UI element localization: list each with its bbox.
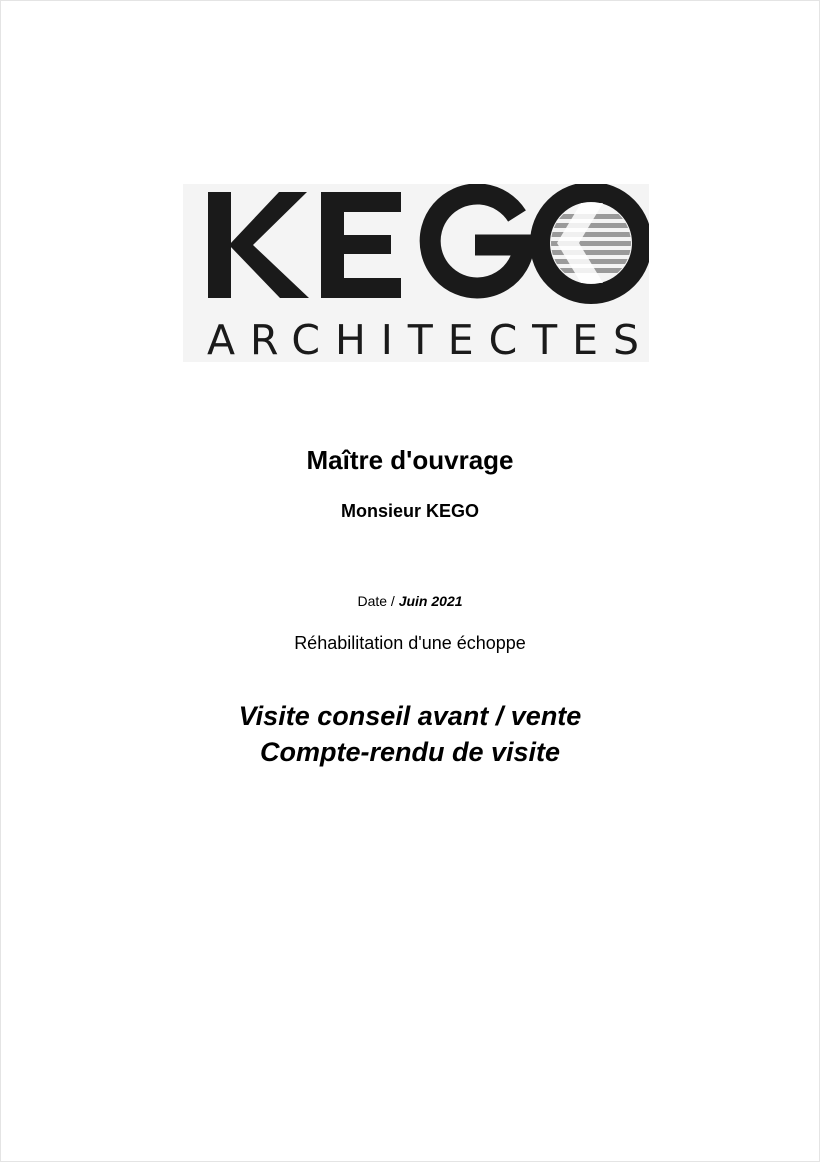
project-description: Réhabilitation d'une échoppe xyxy=(294,633,526,653)
date-value: Juin 2021 xyxy=(398,593,463,609)
date-label: Date / xyxy=(357,593,399,609)
document-title xyxy=(1,698,819,770)
title-line-1: Visite conseil avant / vente xyxy=(238,701,582,731)
date-line xyxy=(1,593,819,609)
kego-architectes-logo xyxy=(183,184,649,362)
owner-name: Monsieur KEGO xyxy=(340,501,479,521)
title-line-2: Compte-rendu de visite xyxy=(259,737,561,767)
owner-heading: Maître d'ouvrage xyxy=(306,445,514,475)
svg-text:ARCHITECTES: ARCHITECTES xyxy=(207,316,639,362)
logo-graphic xyxy=(183,184,649,362)
